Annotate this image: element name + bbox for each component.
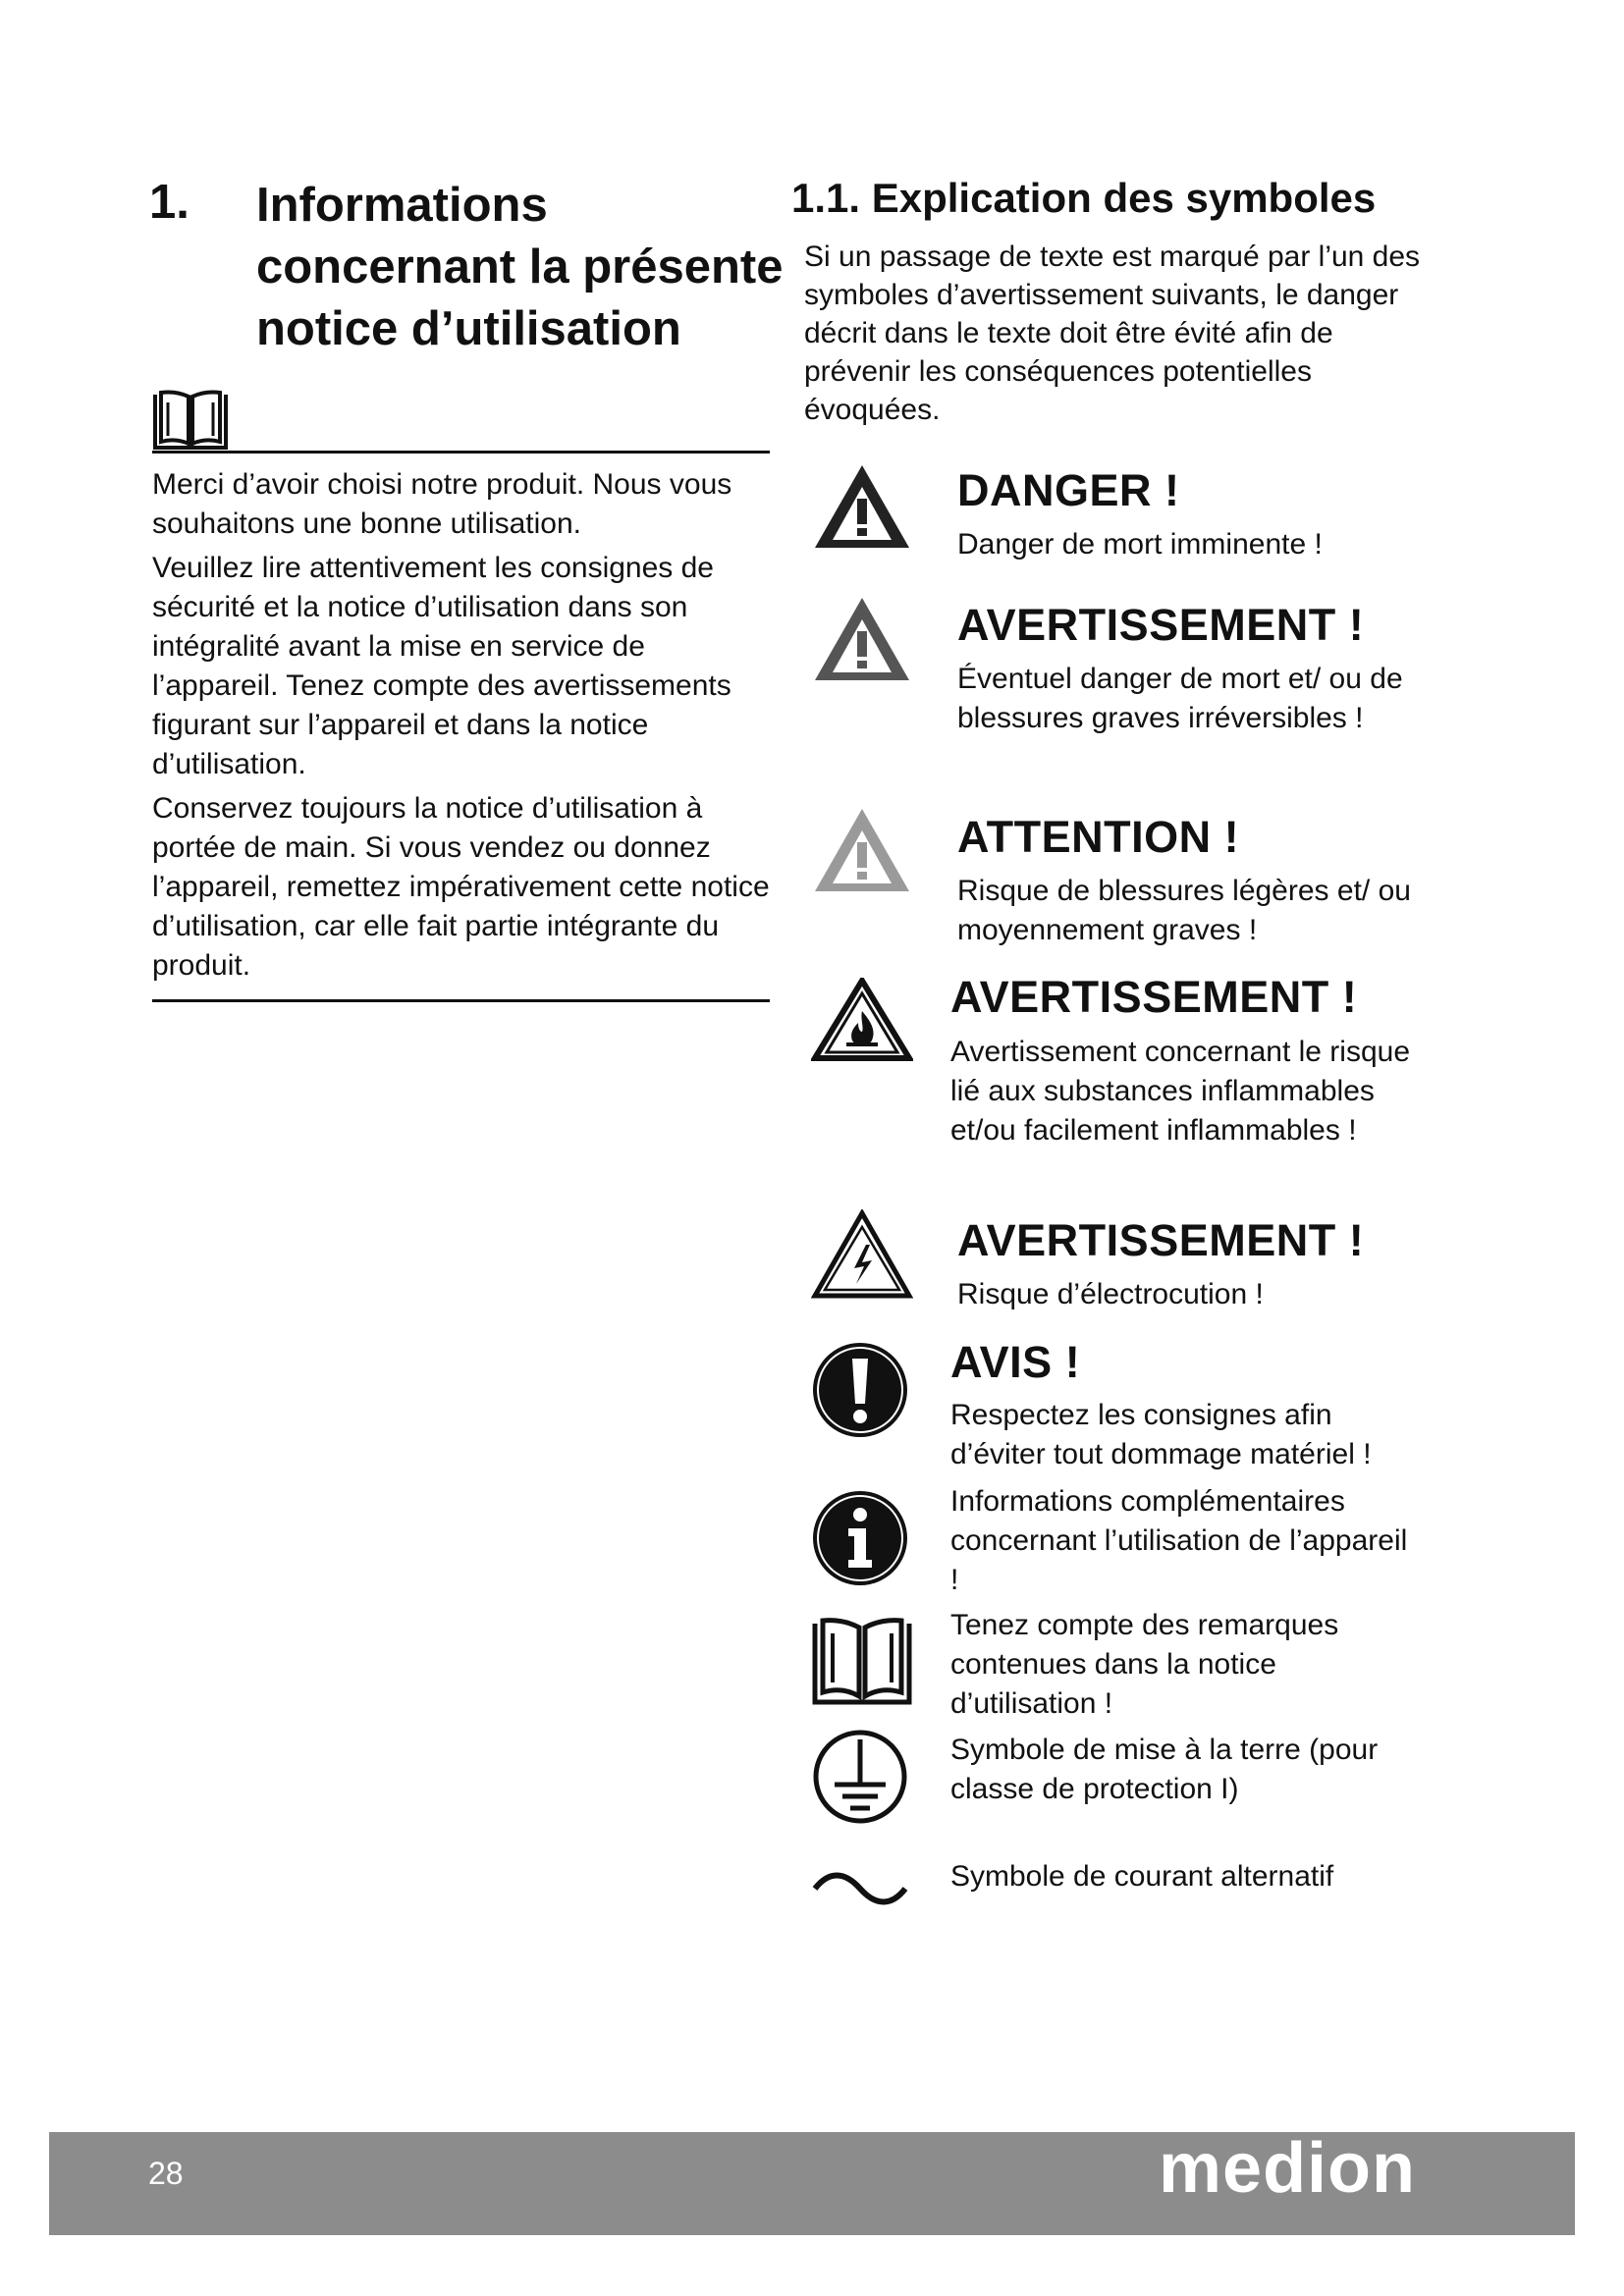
signal-title: AVERTISSEMENT ! — [950, 972, 1358, 1022]
ground-symbol-icon — [811, 1728, 909, 1826]
symbol-text: Symbole de mise à la terre (pour classe de protection I) — [950, 1734, 1379, 1805]
bottom-divider — [152, 999, 770, 1002]
signal-text: Danger de mort imminente ! — [957, 528, 1323, 561]
symbol-text: Informations complémentaires concernant l’utilisation de l’appareil ! — [950, 1485, 1408, 1596]
exclamation-circle-icon — [811, 1341, 909, 1439]
intro-text — [152, 465, 771, 990]
signal-title: AVERTISSEMENT ! — [957, 600, 1365, 650]
book-icon — [811, 1616, 913, 1708]
symbol-text: Tenez compte des remarques contenues dans la notice d’utilisation ! — [950, 1609, 1339, 1720]
section-title: Informations concernant la présente notice d’utilisation — [256, 179, 784, 355]
electric-shock-icon — [811, 1209, 913, 1300]
intro-paragraph: Merci d’avoir choisi notre produit. Nous vous souhaitons une bonne utilisation. — [152, 468, 732, 540]
signal-text: Éventuel danger de mort et/ ou de blessures graves irréversibles ! — [957, 663, 1403, 734]
intro-paragraph: Conservez toujours la notice d’utilisation à portée de main. Si vous vendez ou donnez l’appareil, remettez impérativement cette notice d’utilisation, car elle fait partie intégrante du produit. — [152, 792, 770, 982]
warning-triangle-light-icon — [811, 805, 913, 895]
warning-triangle-dark-icon — [811, 461, 913, 552]
symbol-text: Symbole de courant alternatif — [950, 1860, 1334, 1893]
subsection-title: 1.1. Explication des symboles — [791, 175, 1377, 221]
signal-text: Respectez les consignes afin d’éviter tout dommage matériel ! — [950, 1399, 1372, 1470]
warning-triangle-medium-icon — [811, 594, 913, 684]
section-number: 1. — [149, 176, 189, 229]
signal-title: AVIS ! — [950, 1337, 1081, 1387]
page-number: 28 — [148, 2156, 184, 2191]
brand-logo: medion — [1159, 2129, 1417, 2208]
intro-paragraph: Veuillez lire attentivement les consignes de sécurité et la notice d’utilisation dans son intégralité avant la mise en service de l’appareil. Tenez compte des avertissements figurant sur l’appareil et dans la notice d’utilisation. — [152, 552, 731, 780]
signal-text: Risque de blessures légères et/ ou moyennement graves ! — [957, 875, 1411, 946]
flammable-icon — [811, 978, 913, 1062]
signal-title: ATTENTION ! — [957, 812, 1240, 862]
signal-text: Avertissement concernant le risque lié aux substances inflammables et/ou facilement inflammables ! — [950, 1036, 1411, 1147]
subsection-intro: Si un passage de texte est marqué par l’un des symboles d’avertissement suivants, le danger décrit dans le texte doit être évité afin de prévenir les conséquences potentielles évoquées. — [804, 240, 1421, 426]
top-divider — [152, 451, 770, 454]
signal-text: Risque d’électrocution ! — [957, 1278, 1264, 1310]
signal-title: AVERTISSEMENT ! — [957, 1215, 1365, 1265]
info-circle-icon — [811, 1489, 909, 1587]
alternating-current-icon — [811, 1869, 909, 1908]
book-icon — [152, 389, 229, 452]
signal-title: DANGER ! — [957, 465, 1180, 515]
